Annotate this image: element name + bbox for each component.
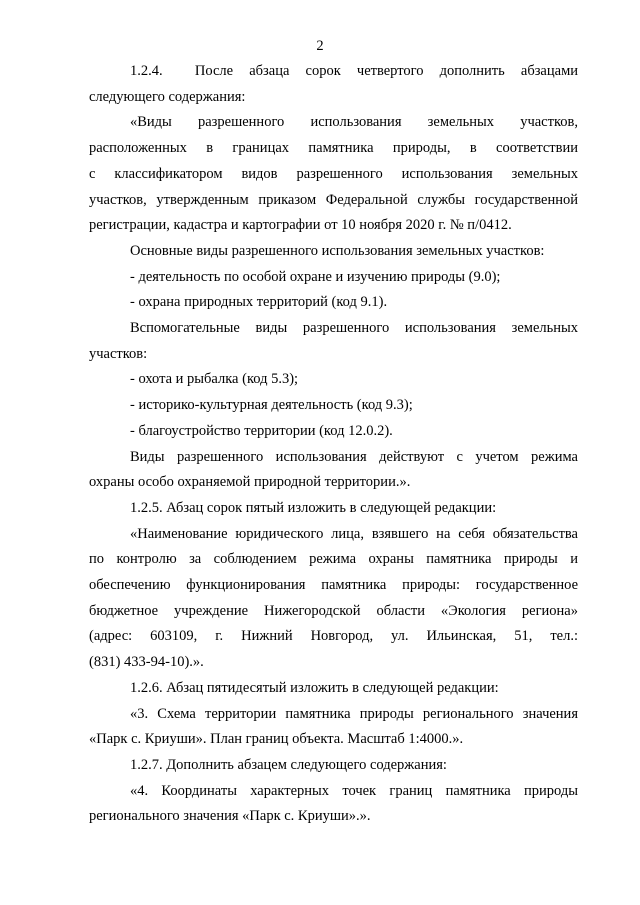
paragraph <box>89 445 578 496</box>
paragraph-line: Основные виды разрешенного использования земельных участков: <box>130 242 545 259</box>
paragraph-line: по контролю за соблюдением режима охраны памятника природы и <box>89 551 578 568</box>
paragraph <box>89 367 578 393</box>
paragraph-line: (адрес: 603109, г. Нижний Новгород, ул. Ильинская, 51, тел.: <box>89 628 578 645</box>
paragraph <box>89 393 578 419</box>
paragraph-line: 1.2.4. После абзаца сорок четвертого дополнить абзацами <box>130 63 578 79</box>
paragraph-line: 1.2.6. Абзац пятидесятый изложить в следующей редакции: <box>130 679 499 696</box>
paragraph <box>89 110 578 239</box>
paragraph <box>89 702 578 753</box>
paragraph <box>89 522 578 676</box>
paragraph-line: бюджетное учреждение Нижегородской области «Экология региона» <box>89 602 578 619</box>
paragraph-line: «Виды разрешенного использования земельных участков, <box>130 114 578 131</box>
paragraph-line: «Наименование юридического лица, взявшего на себя обязательства <box>130 525 578 542</box>
paragraph-line: Виды разрешенного использования действуют с учетом режима <box>130 448 578 465</box>
paragraph-line: с классификатором видов разрешенного использования земельных <box>89 165 578 182</box>
paragraph-line: расположенных в границах памятника природы, в соответствии <box>89 140 578 157</box>
paragraph-line: регистрации, кадастра и картографии от 10 ноября 2020 г. № п/0412. <box>89 217 512 234</box>
paragraph <box>89 753 578 779</box>
paragraph-line: (831) 433-94-10).». <box>89 654 204 671</box>
paragraph-line: Вспомогательные виды разрешенного использования земельных <box>130 320 578 337</box>
paragraph <box>89 239 578 265</box>
paragraph <box>89 496 578 522</box>
paragraph-line: - охота и рыбалка (код 5.3); <box>130 371 299 388</box>
paragraph <box>89 265 578 291</box>
page-number: 2 <box>316 38 324 54</box>
paragraph <box>89 779 578 830</box>
paragraph <box>89 59 578 110</box>
paragraph-line: участков: <box>89 345 148 362</box>
paragraph <box>89 419 578 445</box>
paragraph-line: 1.2.5. Абзац сорок пятый изложить в следующей редакции: <box>130 499 497 516</box>
paragraph-line: обеспечению функционирования памятника природы: государственное <box>89 577 578 594</box>
paragraph <box>89 676 578 702</box>
paragraph-line: - благоустройство территории (код 12.0.2). <box>130 422 393 439</box>
document-body <box>89 59 578 830</box>
paragraph-line: - деятельность по особой охране и изучению природы (9.0); <box>130 268 501 285</box>
paragraph-line: охраны особо охраняемой природной территории.». <box>89 474 411 491</box>
paragraph-line: следующего содержания: <box>89 88 246 105</box>
paragraph-line: 1.2.7. Дополнить абзацем следующего содержания: <box>130 756 447 773</box>
paragraph-line: - историко-культурная деятельность (код 9.3); <box>130 397 413 414</box>
paragraph <box>89 290 578 316</box>
paragraph-line: «4. Координаты характерных точек границ памятника природы <box>130 782 578 799</box>
paragraph-line: «3. Схема территории памятника природы регионального значения <box>130 705 578 722</box>
paragraph-line: регионального значения «Парк с. Криуши».». <box>89 808 371 825</box>
paragraph-line: участков, утвержденным приказом Федеральной службы государственной <box>89 191 578 208</box>
paragraph <box>89 316 578 367</box>
paragraph-line: «Парк с. Криуши». План границ объекта. Масштаб 1:4000.». <box>89 731 464 748</box>
paragraph-line: - охрана природных территорий (код 9.1). <box>130 294 388 311</box>
